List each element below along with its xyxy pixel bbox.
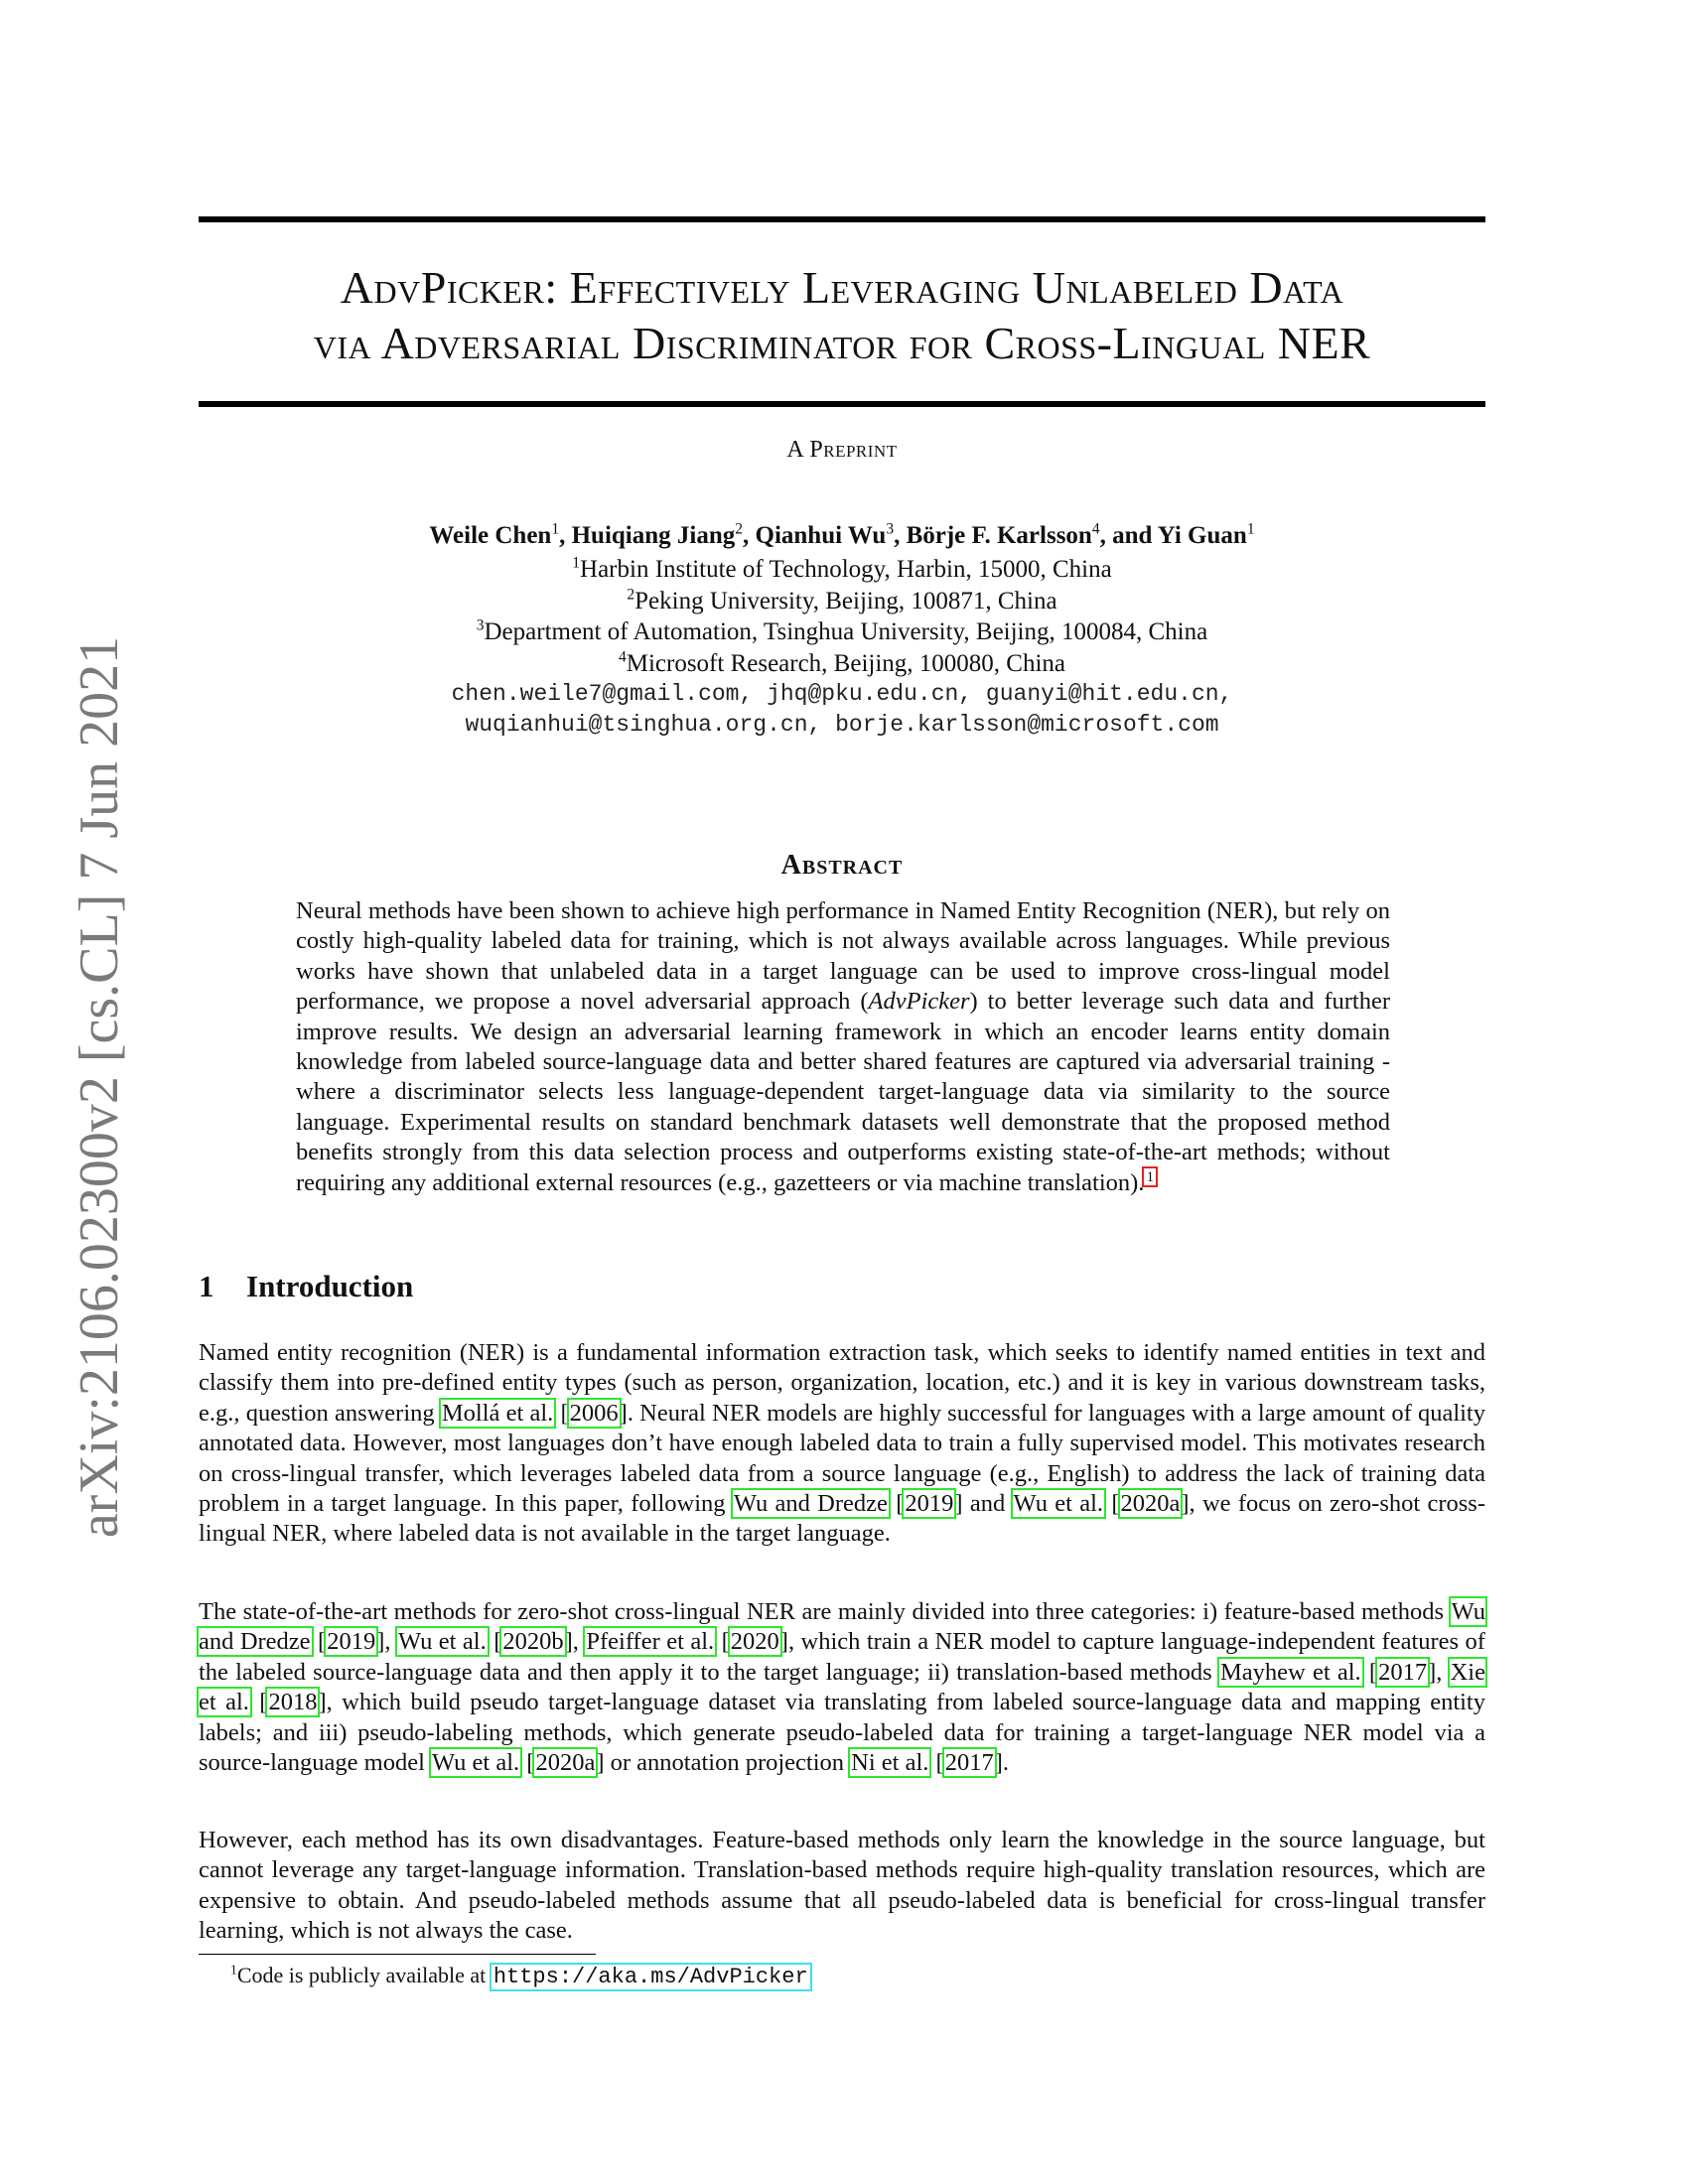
abstract-text-part: Neural methods have been shown to achieve high performance in Named Entity Recognition (NER), but rely on costly high-quality labeled data for training, which is not always available across languages. While previous works have shown that unlabeled data in a target language can be used to improve cross-lingual model performance, we propose a novel adversarial approach (	[296, 897, 1390, 1016]
affiliation-line	[199, 586, 1485, 617]
citation-year-link[interactable]: 2020	[730, 1628, 779, 1656]
email-line-2: wuqianhui@tsinghua.org.cn, borje.karlsson@microsoft.com	[465, 712, 1219, 738]
author-separator: ,	[743, 522, 756, 549]
affiliation-text: Peking University, Beijing, 100871, China	[634, 587, 1057, 614]
citation-link[interactable]: Mollá et al.	[441, 1399, 554, 1427]
affiliation-line	[199, 616, 1485, 648]
section-title: Introduction	[246, 1269, 414, 1303]
title-line-1: AdvPicker: Effectively Leveraging Unlabeled Data	[340, 262, 1344, 313]
citation-year-link[interactable]: 2020a	[535, 1749, 596, 1777]
paragraph-text: .	[1002, 1749, 1010, 1777]
affiliation-mark: 1	[572, 554, 581, 572]
paper-title	[199, 260, 1485, 371]
citation-year-link[interactable]: 2006	[569, 1399, 619, 1427]
author-separator: ,	[894, 522, 907, 549]
affiliation-list	[199, 554, 1485, 679]
citation-link[interactable]: Wu et al.	[432, 1749, 520, 1777]
affiliation-mark: 2	[627, 586, 635, 604]
author-separator: , and	[1099, 522, 1158, 549]
citation-year-link[interactable]: 2020a	[1120, 1490, 1181, 1518]
citation-year-link[interactable]: 2017	[1378, 1658, 1428, 1686]
affiliation-text: Microsoft Research, Beijing, 100080, China	[626, 649, 1066, 677]
citation-link[interactable]: Wu and Dredze	[199, 1598, 1485, 1656]
author-name: Qianhui Wu	[755, 522, 887, 549]
citation-link[interactable]: Ni et al.	[851, 1749, 929, 1777]
citation-link[interactable]: Wu et al.	[1013, 1490, 1104, 1518]
intro-paragraph-1: Named entity recognition (NER) is a fundamental information extraction task, which seeks to identify named entities in text and classify them into pre-defined entity types (such as person, organization, location, etc.) and it is key in various downstream tasks, e.g., question answering Mollá et al. [2006]. Neural NER models are highly successful for languages with a large amount of quality annotated data. However, most languages don’t have enough labeled data to train a fully supervised model. This motivates research on cross-lingual transfer, which leverages labeled data from a source language (e.g., English) to address the lack of training data problem in a target language. In this paper, following Wu and Dredze [2019] and Wu et al. [2020a], we focus on zero-shot cross-lingual NER, where labeled data is not available in the target language.	[199, 1339, 1485, 1548]
citation-link[interactable]: Xie et al.	[199, 1658, 1485, 1716]
section-number: 1	[199, 1269, 214, 1303]
paragraph-text: , which train a NER model to capture language-independent features of the labeled source-language data and then apply it to the target language; ii) translation-based methods	[199, 1628, 1485, 1686]
title-line-2: via Adversarial Discriminator for Cross-Lingual NER	[313, 318, 1371, 368]
author-affil-mark: 2	[735, 520, 743, 538]
author-name: Weile Chen	[429, 522, 552, 549]
paragraph-text: , which build pseudo target-language dataset via translating from labeled source-language data and mapping entity labels; and iii) pseudo-labeling methods, which generate pseudo-labeled data for training a target-language NER model via a source-language model	[199, 1689, 1485, 1777]
paragraph-text: , we focus on zero-shot cross-lingual NER, where labeled data is not available in the target language.	[199, 1490, 1485, 1548]
footnote-text: Code is publicly available at	[236, 1963, 492, 1987]
section-heading-introduction	[199, 1269, 413, 1304]
paragraph-text: The state-of-the-art methods for zero-shot cross-lingual NER are mainly divided into three categories: i) feature-based methods	[199, 1598, 1451, 1625]
intro-paragraph-2: The state-of-the-art methods for zero-shot cross-lingual NER are mainly divided into three categories: i) feature-based methods Wu and Dredze [2019], Wu et al. [2020b], Pfeiffer et al. [2020], which train a NER model to capture language-independent features of the labeled source-language data and then apply it to the target language; ii) translation-based methods Mayhew et al. [2017], Xie et al. [2018], which build pseudo target-language dataset via translating from labeled source-language data and mapping entity labels; and iii) pseudo-labeling methods, which generate pseudo-labeled data for training a target-language NER model via a source-language model Wu et al. [2020a] or annotation projection Ni et al. [2017].	[199, 1598, 1485, 1777]
email-line-1: chen.weile7@gmail.com, jhq@pku.edu.cn, guanyi@hit.edu.cn,	[451, 681, 1233, 707]
author-affil-mark: 1	[1246, 520, 1255, 538]
preprint-label: A Preprint	[786, 437, 898, 463]
paragraph-text: . Neural NER models are highly successful for languages with a large amount of quality annotated data. However, most languages don’t have enough labeled data to train a fully supervised model. This motivates research on cross-lingual transfer, which leverages labeled data from a source language (e.g., English) to address the lack of training data problem in a target language. In this paper, following	[199, 1399, 1485, 1518]
citation-link[interactable]: Wu and Dredze	[733, 1490, 888, 1518]
footnote-mark: 1	[230, 1962, 237, 1978]
paragraph-text: and	[962, 1490, 1013, 1518]
author-separator: ,	[559, 522, 572, 549]
code-url-link[interactable]: https://aka.ms/AdvPicker	[492, 1965, 808, 1989]
author-name: Börje F. Karlsson	[906, 522, 1092, 549]
affiliation-mark: 3	[476, 616, 485, 634]
paragraph-text: or annotation projection	[604, 1749, 851, 1777]
affiliation-line	[199, 648, 1485, 680]
footnote-reference-link[interactable]: 1	[1146, 1167, 1155, 1185]
author-name: Huiqiang Jiang	[571, 522, 736, 549]
title-top-rule	[199, 216, 1485, 222]
author-affil-mark: 3	[886, 520, 895, 538]
arxiv-identifier-stamp: arXiv:2106.02300v2 [cs.CL] 7 Jun 2021	[69, 635, 130, 1539]
author-list	[199, 522, 1485, 550]
citation-link[interactable]: Wu et al.	[397, 1628, 487, 1656]
title-bottom-rule	[199, 401, 1485, 407]
affiliation-text: Harbin Institute of Technology, Harbin, 15000, China	[580, 556, 1112, 583]
citation-year-link[interactable]: 2019	[905, 1490, 954, 1518]
abstract-text	[296, 896, 1390, 1198]
citation-link[interactable]: Mayhew et al.	[1219, 1658, 1361, 1686]
author-affil-mark: 4	[1091, 520, 1100, 538]
abstract-method-name: AdvPicker	[868, 988, 970, 1016]
citation-year-link[interactable]: 2020b	[502, 1628, 564, 1656]
footnote-divider	[199, 1954, 596, 1955]
footnote	[230, 1962, 810, 1991]
paragraph-text: Named entity recognition (NER) is a fundamental information extraction task, which seeks to identify named entities in text and classify them into pre-defined entity types (such as person, organization, location, etc.) and it is key in various downstream tasks, e.g., question answering	[199, 1339, 1485, 1427]
citation-year-link[interactable]: 2018	[268, 1689, 318, 1716]
citation-year-link[interactable]: 2017	[944, 1749, 994, 1777]
author-affil-mark: 1	[551, 520, 560, 538]
abstract-text-part: ) to better leverage such data and further improve results. We design an adversarial learning framework in which an encoder learns entity domain knowledge from labeled source-language data and better shared features are captured via adversarial training - where a discriminator selects less language-dependent target-language data via similarity to the source language. Experimental results on standard benchmark datasets well demonstrate that the proposed method benefits strongly from this data selection process and outperforms existing state-of-the-art methods; without requiring any additional external resources (e.g., gazetteers or via machine translation).	[296, 988, 1390, 1196]
author-name: Yi Guan	[1157, 522, 1247, 549]
affiliation-line	[199, 554, 1485, 586]
abstract-heading: Abstract	[780, 850, 904, 881]
citation-link[interactable]: Pfeiffer et al.	[586, 1628, 715, 1656]
intro-paragraph-3: However, each method has its own disadvantages. Feature-based methods only learn the knowledge in the source language, but cannot leverage any target-language information. Translation-based methods require high-quality translation resources, which are expensive to obtain. And pseudo-labeled methods assume that all pseudo-labeled data is beneficial for cross-lingual transfer learning, which is not always the case.	[199, 1827, 1485, 1945]
affiliation-text: Department of Automation, Tsinghua University, Beijing, 100084, China	[484, 618, 1208, 645]
author-emails	[199, 679, 1485, 741]
citation-year-link[interactable]: 2019	[327, 1628, 376, 1656]
affiliation-mark: 4	[618, 648, 627, 666]
